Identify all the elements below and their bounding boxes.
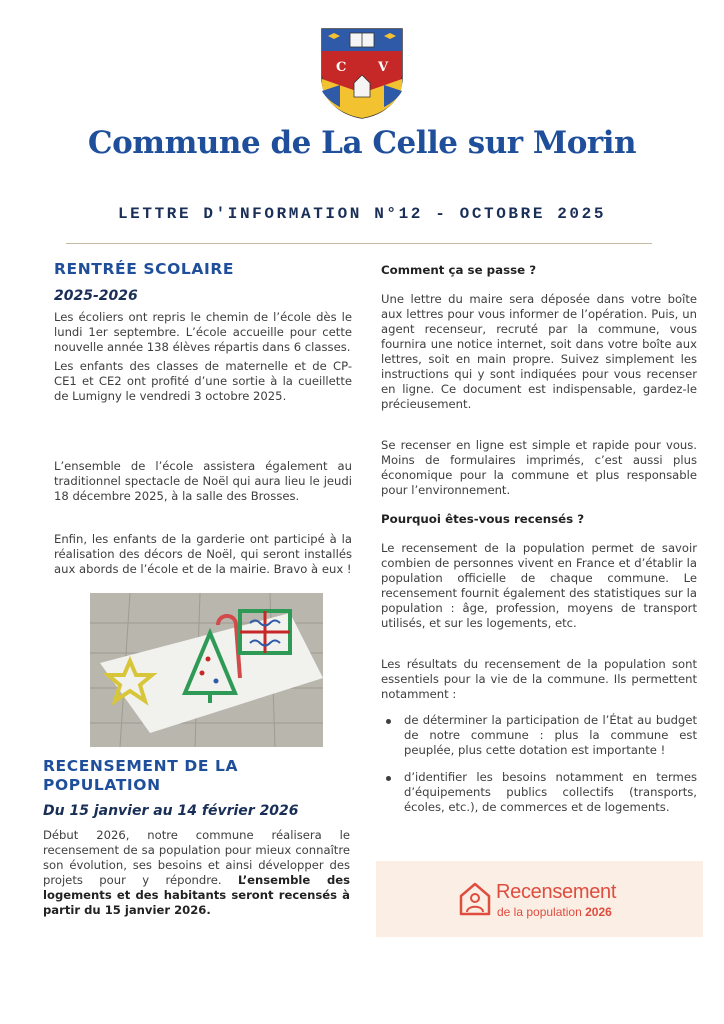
banner-year: 2026 [585,905,612,919]
bullet-icon [386,719,391,724]
how-it-works-paragraph-2: Se recenser en ligne est simple et rapide pour vous. Moins de formulaires imprimés, c’est aussi plus économique pour la commune et plus responsable pour l’environnement. [381,438,697,497]
why-census-heading: Pourquoi êtes-vous recensés ? [381,512,585,526]
why-census-paragraph-1: Le recensement de la population permet de savoir combien de personnes vivent en France et d’établir la population officielle de chaque commune. Le recensement fournit également des statistiques sur la population : âge, profession, moyens de transport utilisés, et sur les logements, etc. [381,541,697,630]
list-item [386,713,697,758]
banner-title: Recensement [496,881,617,903]
how-it-works-heading: Comment ça se passe ? [381,263,537,277]
census-purpose-list [386,713,697,827]
commune-crest-logo [320,27,404,119]
census-subheading: Du 15 janvier au 14 février 2026 [43,803,299,819]
school-subheading: 2025-2026 [54,288,138,304]
census-intro-paragraph [43,828,350,918]
bullet-icon [386,776,391,781]
census-banner [376,861,703,937]
census-intro-bold: L’ensemble des logements et des habitants seront recensés à partir du 15 janvier 2026. [43,873,351,917]
why-census-paragraph-2: Les résultats du recensement de la population sont essentiels pour la vie de la commune. Ils permettent notamment : [381,657,697,701]
school-paragraph-2: Les enfants des classes de maternelle et de CP-CE1 et CE2 ont profité d’une sortie à la cueillette de Lumigny le vendredi 3 octobre 2025. [54,359,352,403]
list-item-text: d’identifier les besoins notamment en termes d’équipements publics collectifs (transports, écoles, etc.), de commerces et de logements. [404,770,697,814]
school-heading: RENTRÉE SCOLAIRE [54,260,235,278]
list-item-text: de déterminer la participation de l’État au budget de notre commune : plus la commune est peuplée, plus cette dotation est importante ! [404,713,697,757]
crest-letter-c: C [336,60,347,75]
christmas-decorations-photo [90,593,323,747]
newsletter-subtitle: LETTRE D'INFORMATION N°12 - OCTOBRE 2025 [117,205,607,223]
banner-subtitle-text: de la population [497,905,582,919]
school-paragraph-1: Les écoliers ont repris le chemin de l’école dès le lundi 1er septembre. L’école accueille pour cette nouvelle année 138 élèves répartis dans 6 classes. [54,310,352,354]
banner-subtitle [497,905,612,919]
commune-title: Commune de La Celle sur Morin [87,125,637,161]
census-intro-text: Début 2026, notre commune réalisera le recensement de sa population pour mieux connaître son évolution, ses besoins et ainsi développer des projets pour y répondre. [43,828,350,887]
school-paragraph-4: Enfin, les enfants de la garderie ont participé à la réalisation des décors de Noël, qui seront installés aux abords de l’école et de la mairie. Bravo à eux ! [54,532,352,576]
crest-letter-v: V [378,60,389,75]
school-paragraph-3: L’ensemble de l’école assistera également au traditionnel spectacle de Noël qui aura lieu le jeudi 18 décembre 2025, à la salle des Brosses. [54,459,352,503]
census-heading: RECENSEMENT DE LA POPULATION [43,757,239,794]
house-people-icon [458,880,492,918]
divider [66,243,652,244]
how-it-works-paragraph-1: Une lettre du maire sera déposée dans votre boîte aux lettres pour vous informer de l’opération. Puis, un agent recenseur, recruté par la commune, vous fournira une notice internet, soit dans votre boîte aux lettres, soit en main propre. Suivez simplement les instructions qui y sont indiquées pour vous recenser en ligne. Ce document est indispensable, gardez-le précieusement. [381,292,697,411]
list-item [386,770,697,815]
